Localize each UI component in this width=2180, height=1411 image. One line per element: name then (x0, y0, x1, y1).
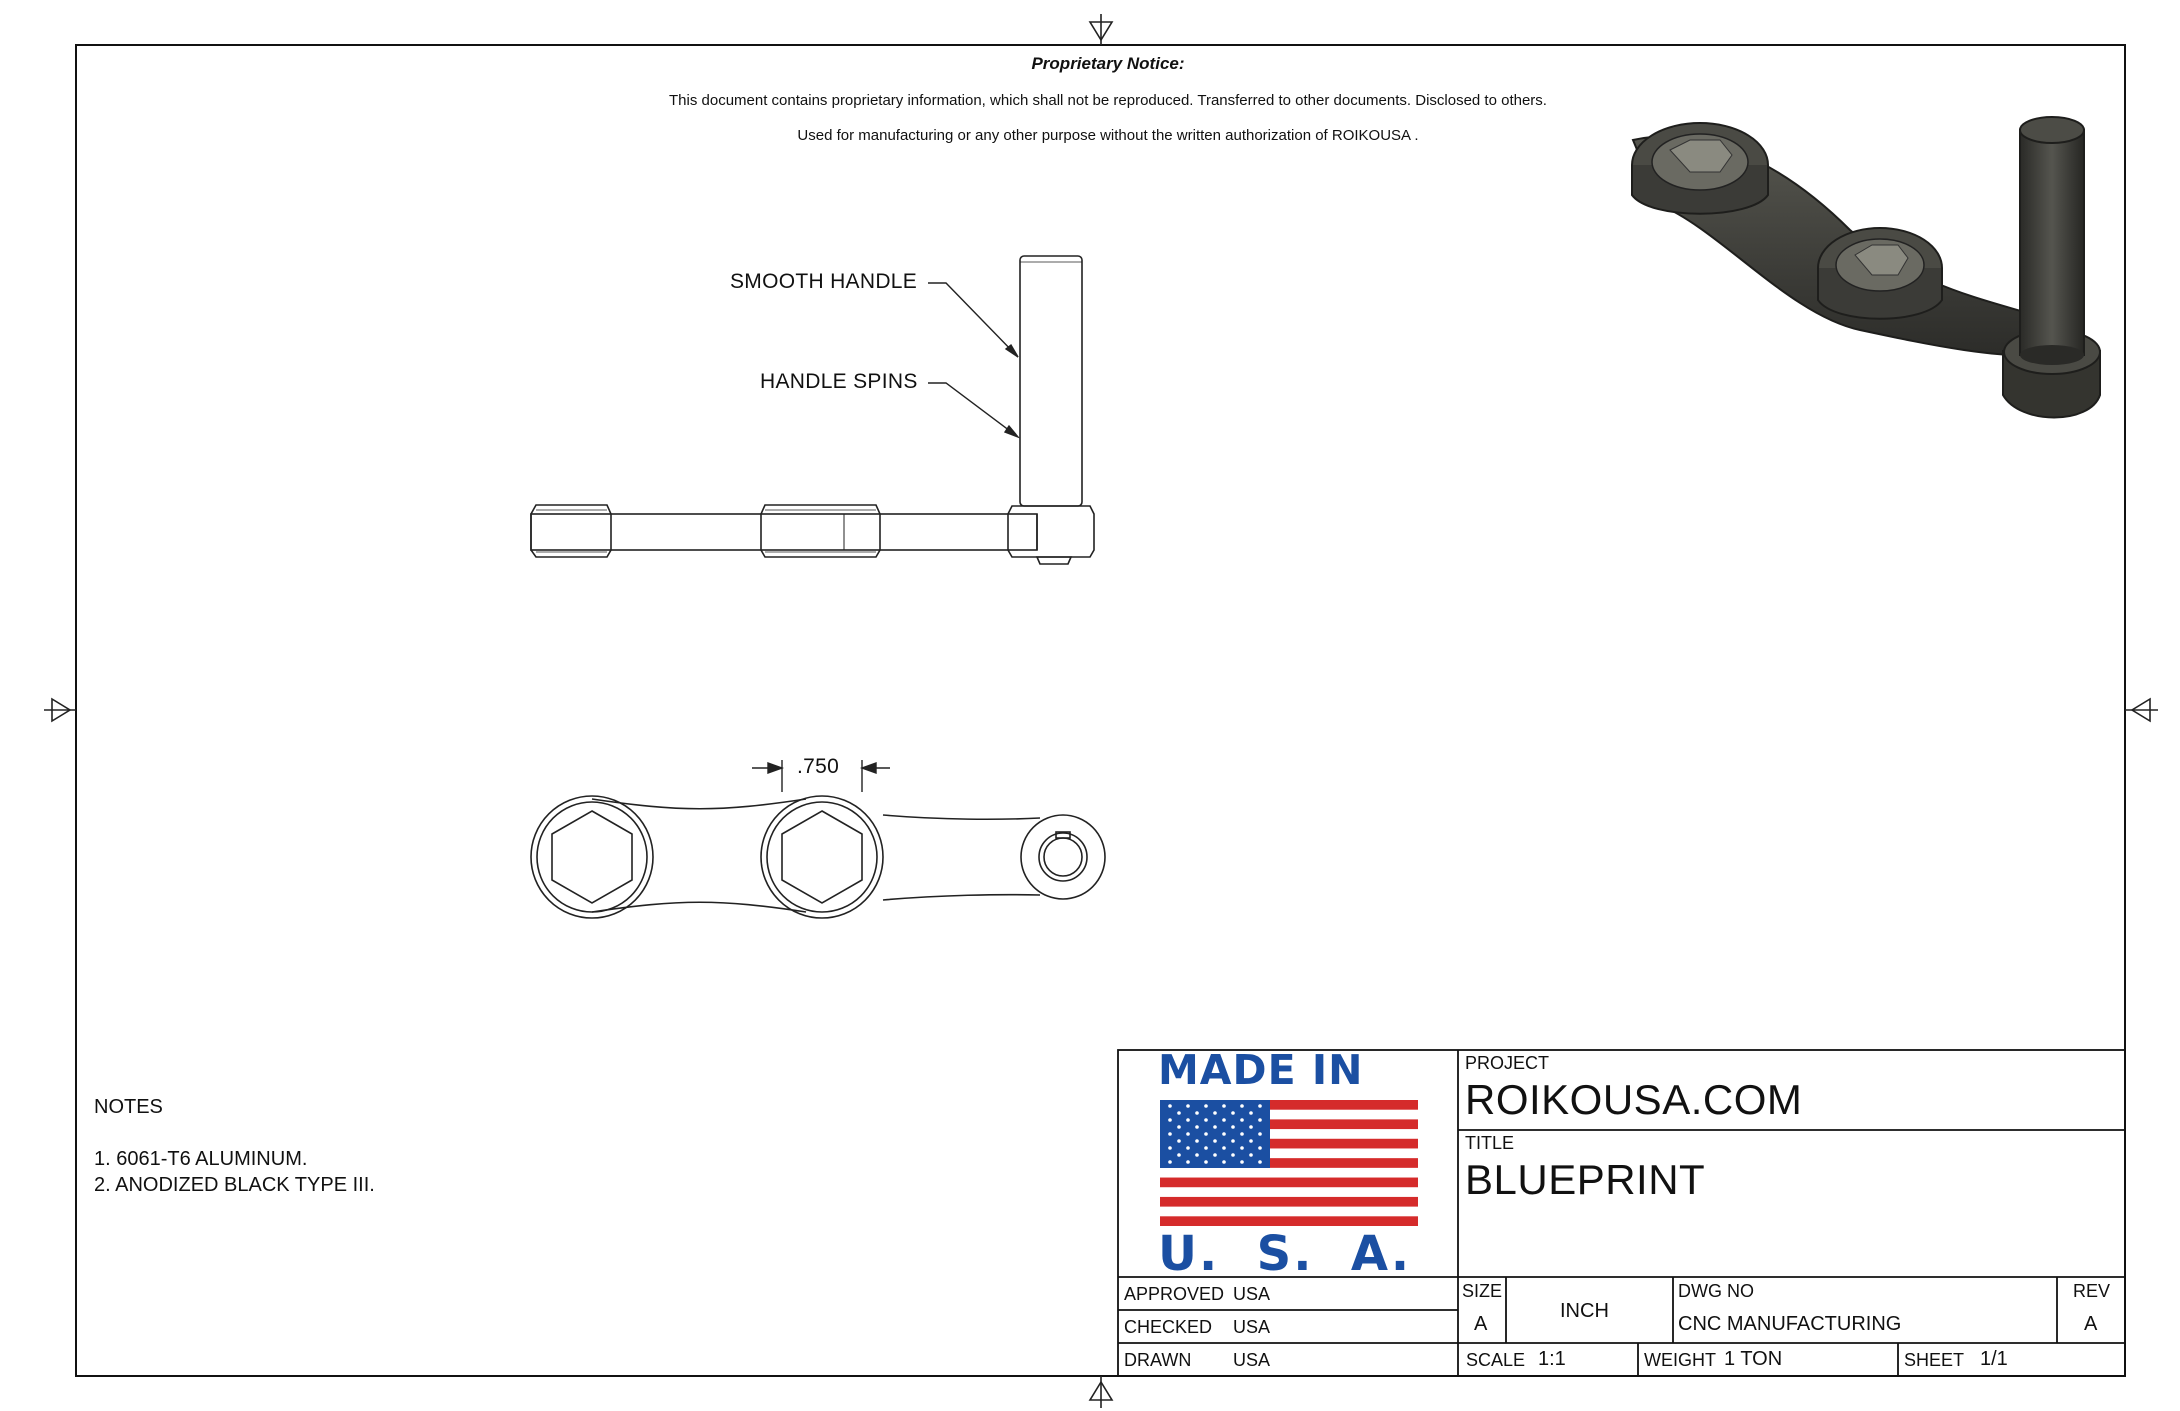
flag-stripe (1160, 1197, 1418, 1207)
flag-star (1231, 1153, 1235, 1157)
flag-star (1186, 1146, 1190, 1150)
rev-value: A (2084, 1313, 2098, 1335)
approved-value: USA (1233, 1284, 1271, 1304)
flag-star (1258, 1146, 1262, 1150)
callout-handle-spins: HANDLE SPINS (760, 370, 918, 393)
approved-label: APPROVED (1124, 1284, 1225, 1304)
iso-render-wrench (1632, 117, 2100, 418)
note-item-1: 1. 6061-T6 ALUMINUM. (94, 1148, 308, 1170)
flag-star (1222, 1146, 1226, 1150)
flag-star (1168, 1132, 1172, 1136)
flag-star (1258, 1118, 1262, 1122)
flag-star (1204, 1146, 1208, 1150)
scale-value: 1:1 (1538, 1348, 1566, 1370)
flag-star (1258, 1160, 1262, 1164)
flag-star (1195, 1125, 1199, 1129)
flag-star (1186, 1160, 1190, 1164)
flag-star (1195, 1111, 1199, 1115)
callout-leaders (928, 283, 1018, 437)
flag-star (1258, 1132, 1262, 1136)
checked-value: USA (1233, 1317, 1271, 1337)
flag-star (1240, 1104, 1244, 1108)
dwg-no-label: DWG NO (1678, 1281, 1754, 1301)
flag-star (1168, 1104, 1172, 1108)
flag-star (1168, 1118, 1172, 1122)
flag-star (1177, 1153, 1181, 1157)
flag-star (1249, 1125, 1253, 1129)
top-view (531, 796, 1105, 918)
units-value: INCH (1560, 1300, 1609, 1322)
scale-label: SCALE (1466, 1350, 1526, 1370)
flag-star (1222, 1160, 1226, 1164)
flag-star (1204, 1160, 1208, 1164)
center-marker-bottom (1090, 1376, 1112, 1408)
checked-label: CHECKED (1124, 1317, 1213, 1337)
flag-star (1204, 1104, 1208, 1108)
logo-usa: U. S. A. (1158, 1226, 1412, 1282)
flag-star (1168, 1146, 1172, 1150)
notice-title: Proprietary Notice: (1031, 54, 1185, 73)
flag-star (1213, 1139, 1217, 1143)
flag-star (1240, 1132, 1244, 1136)
project-label: PROJECT (1465, 1053, 1550, 1073)
rev-label: REV (2073, 1281, 2111, 1301)
flag-star (1177, 1139, 1181, 1143)
flag-star (1231, 1111, 1235, 1115)
flag-star (1177, 1111, 1181, 1115)
flag-star (1168, 1160, 1172, 1164)
project-value: ROIKOUSA.COM (1465, 1076, 1803, 1123)
flag-star (1231, 1125, 1235, 1129)
side-view (531, 256, 1094, 564)
weight-value: 1 TON (1724, 1348, 1783, 1370)
flag-star (1195, 1153, 1199, 1157)
flag-star (1177, 1125, 1181, 1129)
center-marker-top (1090, 14, 1112, 45)
note-item-2: 2. ANODIZED BLACK TYPE III. (94, 1174, 375, 1196)
sheet-label: SHEET (1904, 1350, 1965, 1370)
weight-label: WEIGHT (1644, 1350, 1716, 1370)
flag-star (1231, 1139, 1235, 1143)
flag-star (1240, 1118, 1244, 1122)
center-marker-right (2125, 699, 2158, 721)
drawn-value: USA (1233, 1350, 1271, 1370)
flag-star (1258, 1104, 1262, 1108)
flag-star (1249, 1139, 1253, 1143)
notice-line-1: This document contains proprietary information, which shall not be reproduced. Transferred to other documents. Disclosed to others. (669, 92, 1547, 109)
flag-star (1249, 1111, 1253, 1115)
notes-heading: NOTES (94, 1096, 163, 1118)
title-value: BLUEPRINT (1465, 1156, 1706, 1203)
flag-star (1204, 1132, 1208, 1136)
flag-star (1240, 1160, 1244, 1164)
size-value: A (1474, 1313, 1488, 1335)
flag-star (1186, 1104, 1190, 1108)
flag-star (1240, 1146, 1244, 1150)
flag-stripe (1160, 1178, 1418, 1188)
flag-star (1204, 1118, 1208, 1122)
flag-star (1222, 1118, 1226, 1122)
flag-stripe (1160, 1216, 1418, 1226)
flag-star (1222, 1132, 1226, 1136)
size-label: SIZE (1462, 1281, 1503, 1301)
sheet-value: 1/1 (1980, 1348, 2008, 1370)
dwg-no-value: CNC MANUFACTURING (1678, 1313, 1902, 1335)
title-label: TITLE (1465, 1133, 1515, 1153)
flag-star (1186, 1132, 1190, 1136)
dimension-label: .750 (797, 755, 840, 778)
notice-line-2: Used for manufacturing or any other purpose without the written authorization of ROIKOUSA . (797, 127, 1419, 144)
center-marker-left (44, 699, 76, 721)
flag-star (1213, 1153, 1217, 1157)
flag-star (1186, 1118, 1190, 1122)
flag-star (1213, 1125, 1217, 1129)
logo-made-in: MADE IN (1158, 1046, 1364, 1094)
callout-smooth-handle: SMOOTH HANDLE (730, 270, 918, 293)
flag-star (1249, 1153, 1253, 1157)
flag-star (1222, 1104, 1226, 1108)
flag-star (1213, 1111, 1217, 1115)
flag-star (1195, 1139, 1199, 1143)
drawn-label: DRAWN (1124, 1350, 1192, 1370)
usa-flag (1160, 1100, 1418, 1226)
